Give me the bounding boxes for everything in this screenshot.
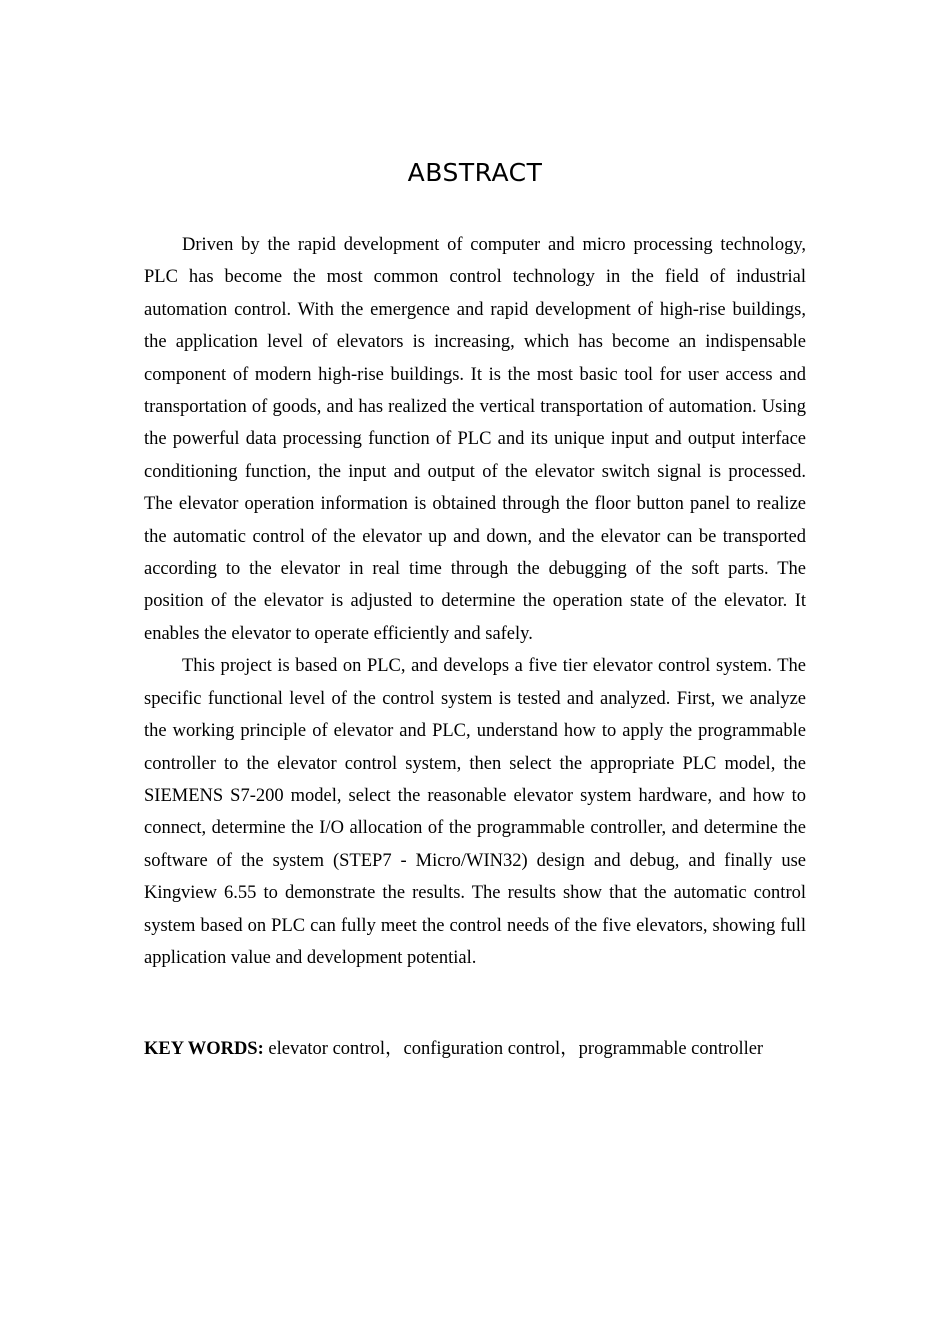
abstract-title: ABSTRACT bbox=[407, 158, 543, 187]
keywords-line bbox=[144, 1033, 844, 1065]
abstract-paragraph-1: Driven by the rapid development of computer and micro processing technology, PLC has become the most common control technology in the field of industrial automation control. With the emergence and rapid development of high-rise buildings, the application level of elevators is increasing, which has become an indispensable component of modern high-rise buildings. It is the most basic tool for user access and transportation of goods, and has realized the vertical transportation of automation. Using the powerful data processing function of PLC and its unique input and output interface conditioning function, the input and output of the elevator switch signal is processed. The elevator operation information is obtained through the floor button panel to realize the automatic control of the elevator up and down, and the elevator can be transported according to the elevator in real time through the debugging of the soft parts. The position of the elevator is adjusted to determine the operation state of the elevator. It enables the elevator to operate efficiently and safely. bbox=[144, 235, 806, 644]
abstract-paragraph-2: This project is based on PLC, and develops a five tier elevator control system. The specific functional level of the control system is tested and analyzed. First, we analyze the working principle of elevator and PLC, understand how to apply the programmable controller to the elevator control system, then select the appropriate PLC model, the SIEMENS S7-200 model, select the reasonable elevator system hardware, and how to connect, determine the I/O allocation of the programmable controller, and determine the software of the system (STEP7 - Micro/WIN32) design and debug, and finally use Kingview 6.55 to demonstrate the results. The results show that the automatic control system based on PLC can fully meet the control needs of the five elevators, showing full application value and development potential. bbox=[144, 656, 806, 968]
abstract-body bbox=[144, 229, 806, 974]
keywords-label: KEY WORDS: bbox=[144, 1039, 264, 1059]
keywords-list: elevator control，configuration control，programmable controller bbox=[263, 1039, 764, 1059]
